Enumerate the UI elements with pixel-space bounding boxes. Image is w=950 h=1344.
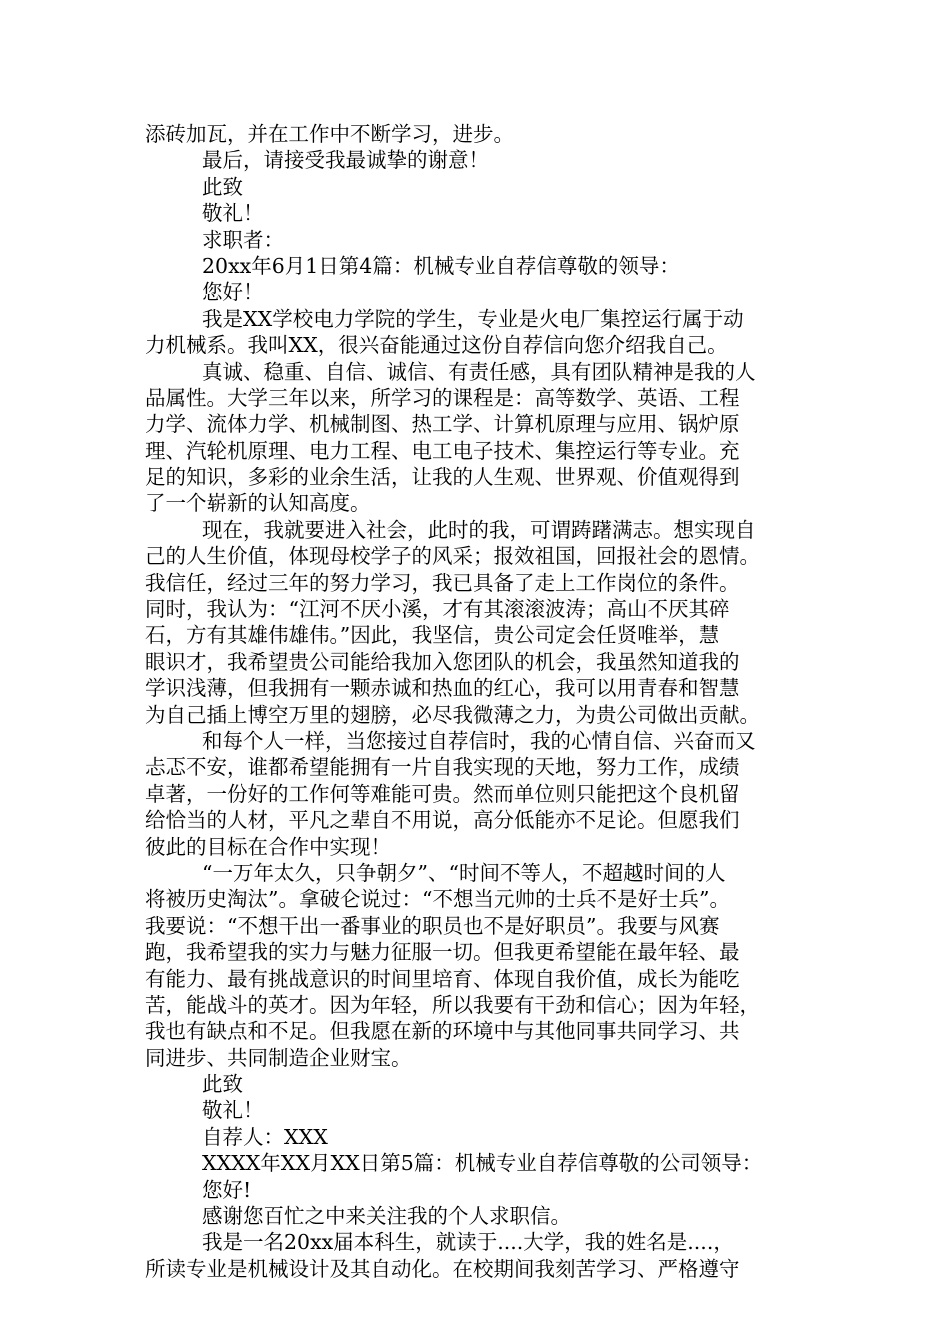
text-line: 品属性。大学三年以来，所学习的课程是：高等数学、英语、工程 bbox=[145, 385, 740, 410]
text-line: 现在，我就要进入社会，此时的我，可谓踌躇满志。想实现自 bbox=[202, 517, 756, 542]
text-line: 同时，我认为：“江河不厌小溪，才有其滚滚波涛；高山不厌其碎 bbox=[145, 597, 730, 622]
text-line: 足的知识，多彩的业余生活，让我的人生观、世界观、价值观得到 bbox=[145, 465, 740, 490]
text-line: 自荐人：XXX bbox=[202, 1124, 328, 1149]
text-line: 了一个崭新的认知高度。 bbox=[145, 491, 371, 516]
text-line: 将被历史淘汰”。拿破仑说过：“不想当元帅的士兵不是好士兵”。 bbox=[145, 887, 730, 912]
text-line: 同进步、共同制造企业财宝。 bbox=[145, 1045, 412, 1070]
text-line: 添砖加瓦，并在工作中不断学习，进步。 bbox=[145, 122, 514, 146]
text-line: 有能力、最有挑战意识的时间里培育、体现自我价值，成长为能吃 bbox=[145, 966, 740, 991]
text-line: 忐忑不安，谁都希望能拥有一片自我实现的天地，努力工作，成绩 bbox=[145, 755, 740, 780]
text-line: 感谢您百忙之中来关注我的个人求职信。 bbox=[202, 1204, 571, 1229]
text-line: 跑，我希望我的实力与魅力征服一切。但我更希望能在最年轻、最 bbox=[145, 940, 740, 965]
text-line: 最后，请接受我最诚挚的谢意！ bbox=[202, 148, 489, 173]
text-line: 真诚、稳重、自信、诚信、有责任感，具有团队精神是我的人 bbox=[202, 359, 756, 384]
text-line: 力机械系。我叫XX，很兴奋能通过这份自荐信向您介绍我自己。 bbox=[145, 333, 728, 358]
text-line: 敬礼！ bbox=[202, 1098, 264, 1123]
text-line: 理、汽轮机原理、电力工程、电工电子技术、集控运行等专业。充 bbox=[145, 438, 740, 463]
text-line: 我信任，经过三年的努力学习，我已具备了走上工作岗位的条件。 bbox=[145, 570, 740, 595]
text-line: 石，方有其雄伟雄伟。”因此，我坚信，贵公司定会任贤唯举，慧 bbox=[145, 623, 720, 648]
text-line: 学识浅薄，但我拥有一颗赤诚和热血的红心，我可以用青春和智慧 bbox=[145, 676, 740, 701]
text-line: 给恰当的人材，平凡之辈自不用说，高分低能亦不足论。但愿我们 bbox=[145, 808, 740, 833]
text-line: 我是一名20xx届本科生，就读于....大学，我的姓名是....， bbox=[202, 1230, 734, 1255]
text-line: 力学、流体力学、机械制图、热工学、计算机原理与应用、锅炉原 bbox=[145, 412, 740, 437]
text-line: 和每个人一样，当您接过自荐信时，我的心情自信、兴奋而又 bbox=[202, 728, 756, 753]
text-line: 敬礼！ bbox=[202, 201, 264, 226]
text-line: 己的人生价值，体现母校学子的风采；报效祖国，回报社会的恩情。 bbox=[145, 544, 760, 569]
text-line: 为自己插上博空万里的翅膀，必尽我微薄之力，为贵公司做出贡献。 bbox=[145, 702, 760, 727]
text-line: 眼识才，我希望贵公司能给我加入您团队的机会，我虽然知道我的 bbox=[145, 649, 740, 674]
text-line: “一万年太久，只争朝夕”、“时间不等人，不超越时间的人 bbox=[202, 860, 726, 885]
text-line: 此致 bbox=[202, 1072, 243, 1097]
text-line: 我也有缺点和不足。但我愿在新的环境中与其他同事共同学习、共 bbox=[145, 1019, 740, 1044]
text-line: 我是XX学校电力学院的学生，专业是火电厂集控运行属于动 bbox=[202, 306, 744, 331]
text-line: 此致 bbox=[202, 174, 243, 199]
text-line: 彼此的目标在合作中实现！ bbox=[145, 834, 391, 859]
text-line: 卓著，一份好的工作何等难能可贵。然而单位则只能把这个良机留 bbox=[145, 781, 740, 806]
text-line: 20xx年6月1日第4篇：机械专业自荐信尊敬的领导： bbox=[202, 253, 680, 278]
document-page bbox=[145, 121, 825, 1282]
text-line: 苦，能战斗的英才。因为年轻，所以我要有干劲和信心；因为年轻， bbox=[145, 992, 760, 1017]
text-line: 求职者： bbox=[202, 227, 284, 252]
text-line: XXXX年XX月XX日第5篇：机械专业自荐信尊敬的公司领导： bbox=[202, 1151, 763, 1176]
text-line: 您好！ bbox=[202, 280, 264, 305]
text-line: 我要说：“不想干出一番事业的职员也不是好职员”。我要与风赛 bbox=[145, 913, 720, 938]
text-line: 所读专业是机械设计及其自动化。在校期间我刻苦学习、严格遵守 bbox=[145, 1256, 740, 1281]
text-line: 您好! bbox=[202, 1177, 252, 1202]
